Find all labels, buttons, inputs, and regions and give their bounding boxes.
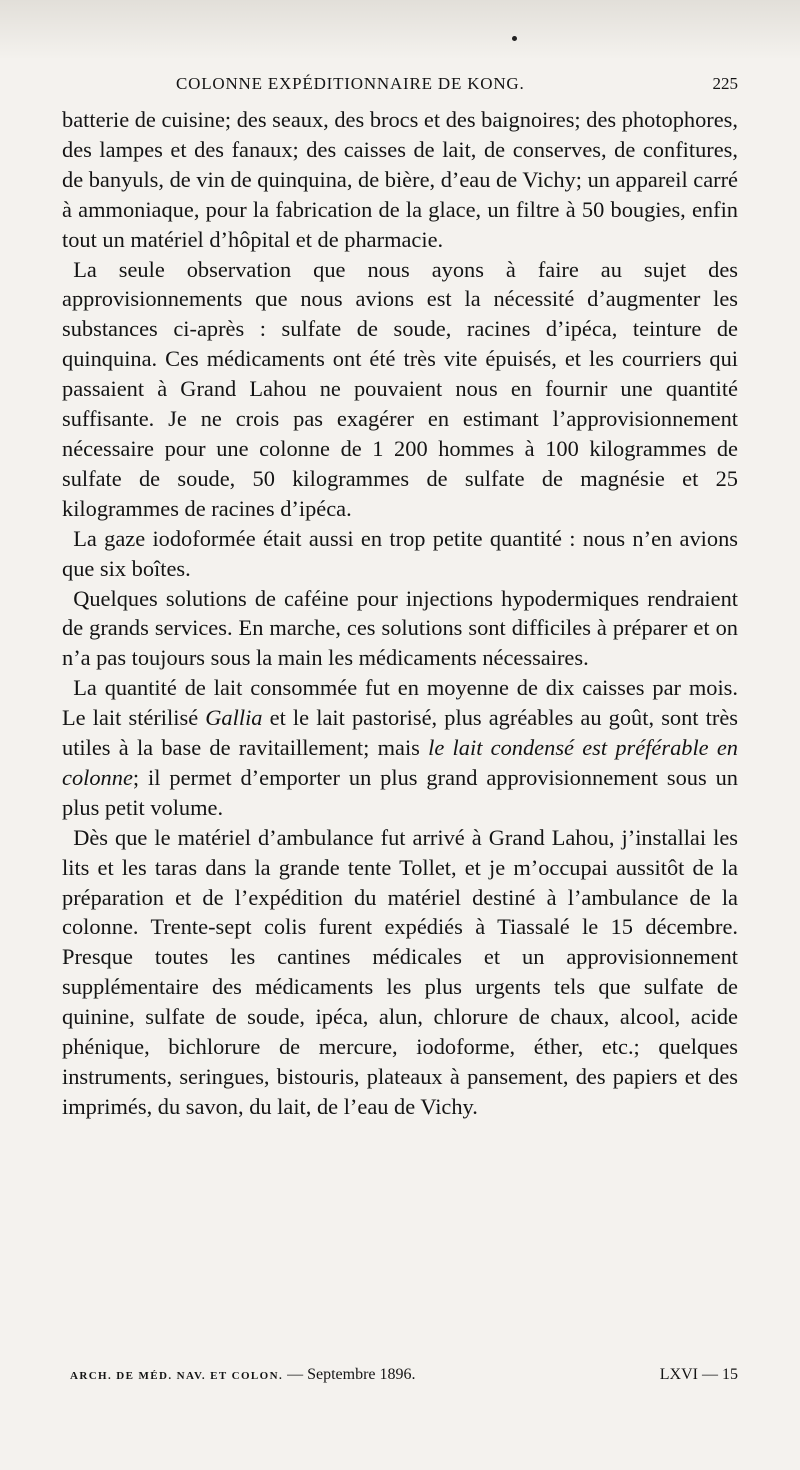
paragraph-5 — [62, 673, 738, 823]
paragraph-5-start: La quantité de lait consommée fut en moyenne de dix caisses par mois. Le lait stérilisé — [62, 675, 738, 731]
paragraph-4: Quelques solutions de caféine pour injections hypodermiques rendraient de grands services. En marche, ces solutions sont difficiles à préparer et on n’a pas toujours sous la main les médicaments nécessaires. — [62, 585, 738, 671]
paragraph-2: La seule observation que nous ayons à faire au sujet des approvisionnements que nous avions est la nécessité d’augmenter les substances ci-après : sulfate de soude, racines d’ipéca, teinture de quinquina. Ces médicaments ont été très vite épuisés, et les courriers qui passaient à Grand Lahou ne pouvaient nous en fournir une quantité suffisante. Je ne crois pas exagérer en estimant l’approvisionnement nécessaire pour une colonne de 1 200 hommes à 100 kilogrammes de sulfate de soude, 50 kilogrammes de sulfate de magnésie et 25 kilogrammes de racines d’ipéca. — [62, 256, 738, 521]
footer-citation — [70, 1366, 416, 1384]
paragraph-5-end: ; il permet d’emporter un plus grand approvisionnement sous un plus petit volume. — [62, 764, 738, 820]
footer-journal: ARCH. DE MÉD. NAV. ET COLON. — [70, 1370, 284, 1382]
paragraph-3: La gaze iodoformée était aussi en trop petite quantité : nous n’en avions que six boîtes. — [62, 525, 738, 581]
footer-signature: LXVI — 15 — [659, 1366, 738, 1383]
scan-edge-shading — [0, 0, 800, 60]
page-number: 225 — [712, 74, 738, 93]
paragraph-5-mid: et le lait pastorisé, plus agréables au goût, sont très utiles à la base de ravitaillement; mais — [62, 705, 738, 761]
paragraph-1: batterie de cuisine; des seaux, des brocs et des baignoires; des photophores, des lampes et des fanaux; des caisses de lait, de conserves, de confitures, de banyuls, de vin de quinquina, de bière, d’eau de Vichy; un appareil carré à ammoniaque, pour la fabrication de la glace, un filtre à 50 bougies, enfin tout un matériel d’hôpital et de pharmacie. — [62, 107, 738, 252]
gallia-brand: Gallia — [205, 705, 263, 731]
ink-dot — [512, 36, 517, 41]
running-title: COLONNE EXPÉDITIONNAIRE DE KONG. — [176, 74, 525, 93]
running-header — [176, 74, 738, 100]
page-footer — [70, 1364, 738, 1390]
body-text — [62, 105, 738, 1122]
footer-date: Septembre 1896. — [307, 1366, 416, 1383]
footer-separator: — — [283, 1366, 308, 1383]
paragraph-6: Dès que le matériel d’ambulance fut arrivé à Grand Lahou, j’installai les lits et les taras dans la grande tente Tollet, et je m’occupai aussitôt de la préparation et de l’expédition du matériel destiné à l’ambulance de la colonne. Trente-sept colis furent expédiés à Tiassalé le 15 décembre. Presque toutes les cantines médicales et un approvisionnement supplémentaire des médicaments les plus urgents tels que sulfate de quinine, sulfate de soude, ipéca, alun, chlorure de chaux, alcool, acide phénique, bichlorure de mercure, iodoforme, éther, etc.; quelques instruments, seringues, bistouris, plateaux à pansement, des papiers et des imprimés, du savon, du lait, de l’eau de Vichy. — [62, 824, 738, 1119]
paragraph-5-emphasis: le lait condensé est préférable en colonne — [62, 735, 738, 790]
